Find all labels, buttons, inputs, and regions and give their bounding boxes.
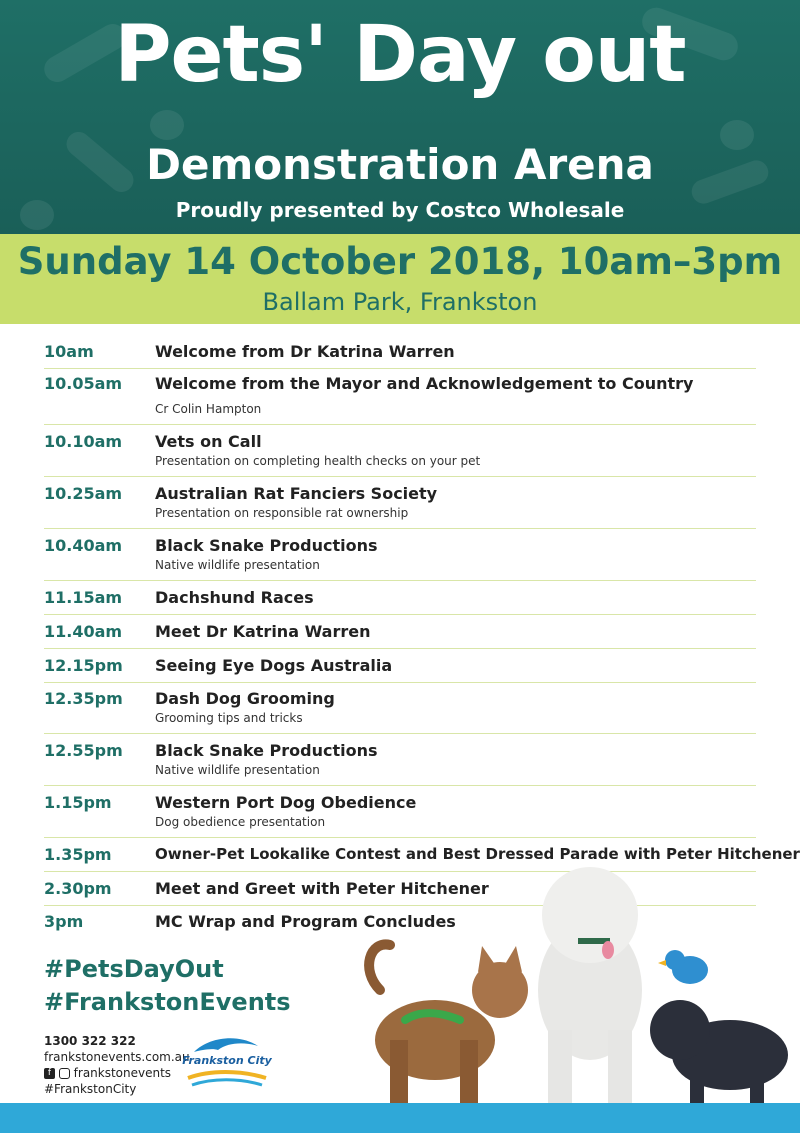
bird-illustration [658, 950, 708, 984]
instagram-icon[interactable] [59, 1068, 70, 1079]
schedule-desc: Grooming tips and tricks [155, 711, 303, 725]
facebook-icon[interactable]: f [44, 1068, 55, 1079]
schedule-event: Black Snake Productions [155, 741, 378, 760]
hashtag-frankstonevents: #FrankstonEvents [44, 988, 291, 1016]
schedule-event: MC Wrap and Program Concludes [155, 912, 456, 931]
schedule-event: Meet Dr Katrina Warren [155, 622, 371, 641]
logo-text: Frankston City [182, 1054, 272, 1067]
schedule-event: Australian Rat Fanciers Society [155, 484, 438, 503]
page-subtitle: Demonstration Arena [146, 140, 654, 189]
frankston-city-logo [182, 1030, 272, 1090]
header-banner [0, 0, 800, 234]
schedule-time: 10.10am [44, 432, 123, 451]
schedule-time: 3pm [44, 912, 84, 931]
schedule-time: 12.35pm [44, 689, 123, 708]
schedule-time: 10am [44, 342, 94, 361]
schedule-row [44, 536, 756, 581]
schedule-row [44, 374, 756, 425]
schedule-event: Dachshund Races [155, 588, 314, 607]
schedule-time: 11.40am [44, 622, 123, 641]
social-handle: frankstonevents [73, 1066, 172, 1080]
schedule-event: Welcome from Dr Katrina Warren [155, 342, 455, 361]
schedule-time: 12.15pm [44, 656, 123, 675]
schedule-time: 11.15am [44, 588, 123, 607]
schedule-event: Meet and Greet with Peter Hitchener [155, 879, 489, 898]
schedule-event: Black Snake Productions [155, 536, 378, 555]
contact-city-tag: #FrankstonCity [44, 1082, 137, 1096]
event-date: Sunday 14 October 2018, 10am–3pm [17, 240, 783, 283]
footer-bar [0, 1103, 800, 1133]
contact-website[interactable]: frankstonevents.com.au [44, 1050, 190, 1064]
schedule-time: 10.05am [44, 374, 123, 393]
poodle-illustration [538, 867, 642, 1105]
schedule-row [44, 793, 756, 838]
schedule-row [44, 588, 756, 615]
presenter-line: Proudly presented by Costco Wholesale [175, 198, 625, 222]
contact-phone: 1300 322 322 [44, 1034, 136, 1048]
black-dog-illustration [650, 1000, 788, 1105]
schedule-event: Dash Dog Grooming [155, 689, 335, 708]
cat-illustration [369, 944, 528, 1105]
schedule-row [44, 689, 756, 734]
schedule-time: 1.15pm [44, 793, 112, 812]
schedule-event: Seeing Eye Dogs Australia [155, 656, 393, 675]
schedule-desc: Native wildlife presentation [155, 763, 320, 777]
schedule-time: 10.40am [44, 536, 123, 555]
schedule-event: Vets on Call [155, 432, 262, 451]
schedule-row [44, 432, 756, 477]
schedule-row [44, 342, 756, 369]
schedule-event: Western Port Dog Obedience [155, 793, 417, 812]
hashtag-petsdayout: #PetsDayOut [44, 955, 224, 983]
schedule-desc: Presentation on responsible rat ownership [155, 506, 409, 520]
schedule-desc: Presentation on completing health checks on your pet [155, 454, 481, 468]
schedule-event: Owner-Pet Lookalike Contest and Best Dressed Parade with Peter Hitchener [155, 845, 800, 863]
schedule-row [44, 741, 756, 786]
schedule-time: 1.35pm [44, 845, 112, 864]
contact-social-row [44, 1066, 171, 1080]
paw-decoration [150, 110, 184, 140]
schedule-time: 2.30pm [44, 879, 112, 898]
schedule-row [44, 484, 756, 529]
schedule-row [44, 622, 756, 649]
page-title: Pets' Day out [114, 10, 686, 100]
schedule-time: 10.25am [44, 484, 123, 503]
schedule-desc: Cr Colin Hampton [155, 402, 262, 416]
schedule-event: Welcome from the Mayor and Acknowledgement to Country [155, 374, 694, 393]
schedule-desc: Native wildlife presentation [155, 558, 320, 572]
pets-illustration [350, 850, 800, 1110]
schedule-time: 12.55pm [44, 741, 123, 760]
event-venue: Ballam Park, Frankston [262, 288, 538, 316]
schedule-row [44, 656, 756, 683]
schedule-desc: Dog obedience presentation [155, 815, 326, 829]
